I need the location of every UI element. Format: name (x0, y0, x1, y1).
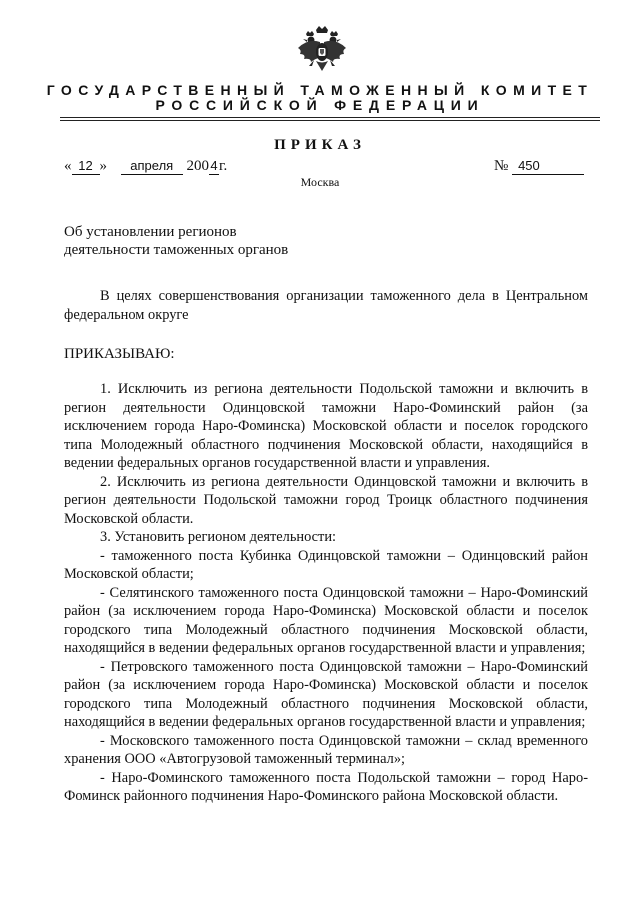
order-subitem-naro-fominsk: - Наро-Фоминского таможенного поста Подольской таможни – город Наро-Фоминск районного подчинения Наро-Фоминского района Московской области. (64, 769, 588, 804)
document-date (64, 158, 227, 175)
order-subitem-petrovsky: - Петровского таможенного поста Одинцовской таможни – Наро-Фоминский район (за исключением города Наро-Фоминска) Московской области и поселок городского типа Молодежный областного подчинения Московской области, находящийся в ведении федеральных органов государственной власти и управления; (64, 658, 588, 730)
date-day: 12 (72, 158, 100, 175)
subject-line-2: деятельности таможенных органов (64, 242, 289, 258)
document-title: ПРИКАЗ (274, 137, 366, 153)
order-subitem-selyatino: - Селятинского таможенного поста Одинцовской таможни – Наро-Фоминский район (за исключением города Наро-Фоминска) Московской области и поселок городского типа Молодежный областного подчинения Московской области, находящийся в ведении федеральных органов государственной власти и управления; (64, 584, 588, 656)
agency-name-line2: РОССИЙСКОЙ ФЕДЕРАЦИИ (155, 97, 485, 113)
date-month: апреля (121, 158, 183, 175)
preamble-paragraph: В целях совершенствования организации таможенного дела в Центральном федеральном округе (64, 288, 588, 323)
date-year-prefix: 200 (186, 158, 209, 174)
date-year-digit: 4 (210, 158, 218, 173)
document-number (494, 158, 584, 175)
order-item-1: 1. Исключить из региона деятельности Подольской таможни и включить в регион деятельности Одинцовской таможни Наро-Фоминский район (за исключением города Наро-Фоминска) Московской области и поселок городского типа Молодежный областного подчинения Московской области, находящийся в ведении федеральных органов государственной власти и управления. (64, 381, 588, 471)
document-subject (64, 223, 288, 259)
preamble-block (64, 287, 588, 324)
order-item-3: 3. Установить регионом деятельности: (100, 529, 337, 545)
date-open-quote: « (64, 158, 72, 174)
subject-line-1: Об установлении регионов (64, 224, 237, 240)
date-year-suffix: г. (219, 158, 228, 174)
header-divider-secondary (60, 120, 600, 121)
order-subitem-kubinka: - таможенного поста Кубинка Одинцовской таможни – Одинцовский район Московской области; (64, 547, 588, 582)
decree-word: ПРИКАЗЫВАЮ: (64, 346, 175, 362)
header-divider (60, 117, 600, 118)
order-items (64, 380, 588, 806)
date-close-quote: » (99, 158, 107, 174)
order-item-2: 2. Исключить из региона деятельности Одинцовской таможни и включить в регион деятельности Подольской таможни город Троицк областного подчинения Московской области. (64, 473, 588, 527)
number-label: № (494, 158, 509, 174)
order-subitem-moscow: - Московского таможенного поста Одинцовской таможни – склад временного хранения ООО «Автогрузовой таможенный терминал»; (64, 732, 588, 767)
double-headed-eagle-icon (294, 24, 350, 80)
document-city: Москва (300, 175, 340, 189)
number-value: 450 (512, 158, 584, 175)
agency-name-line1: ГОСУДАРСТВЕННЫЙ ТАМОЖЕННЫЙ КОМИТЕТ (46, 82, 594, 98)
